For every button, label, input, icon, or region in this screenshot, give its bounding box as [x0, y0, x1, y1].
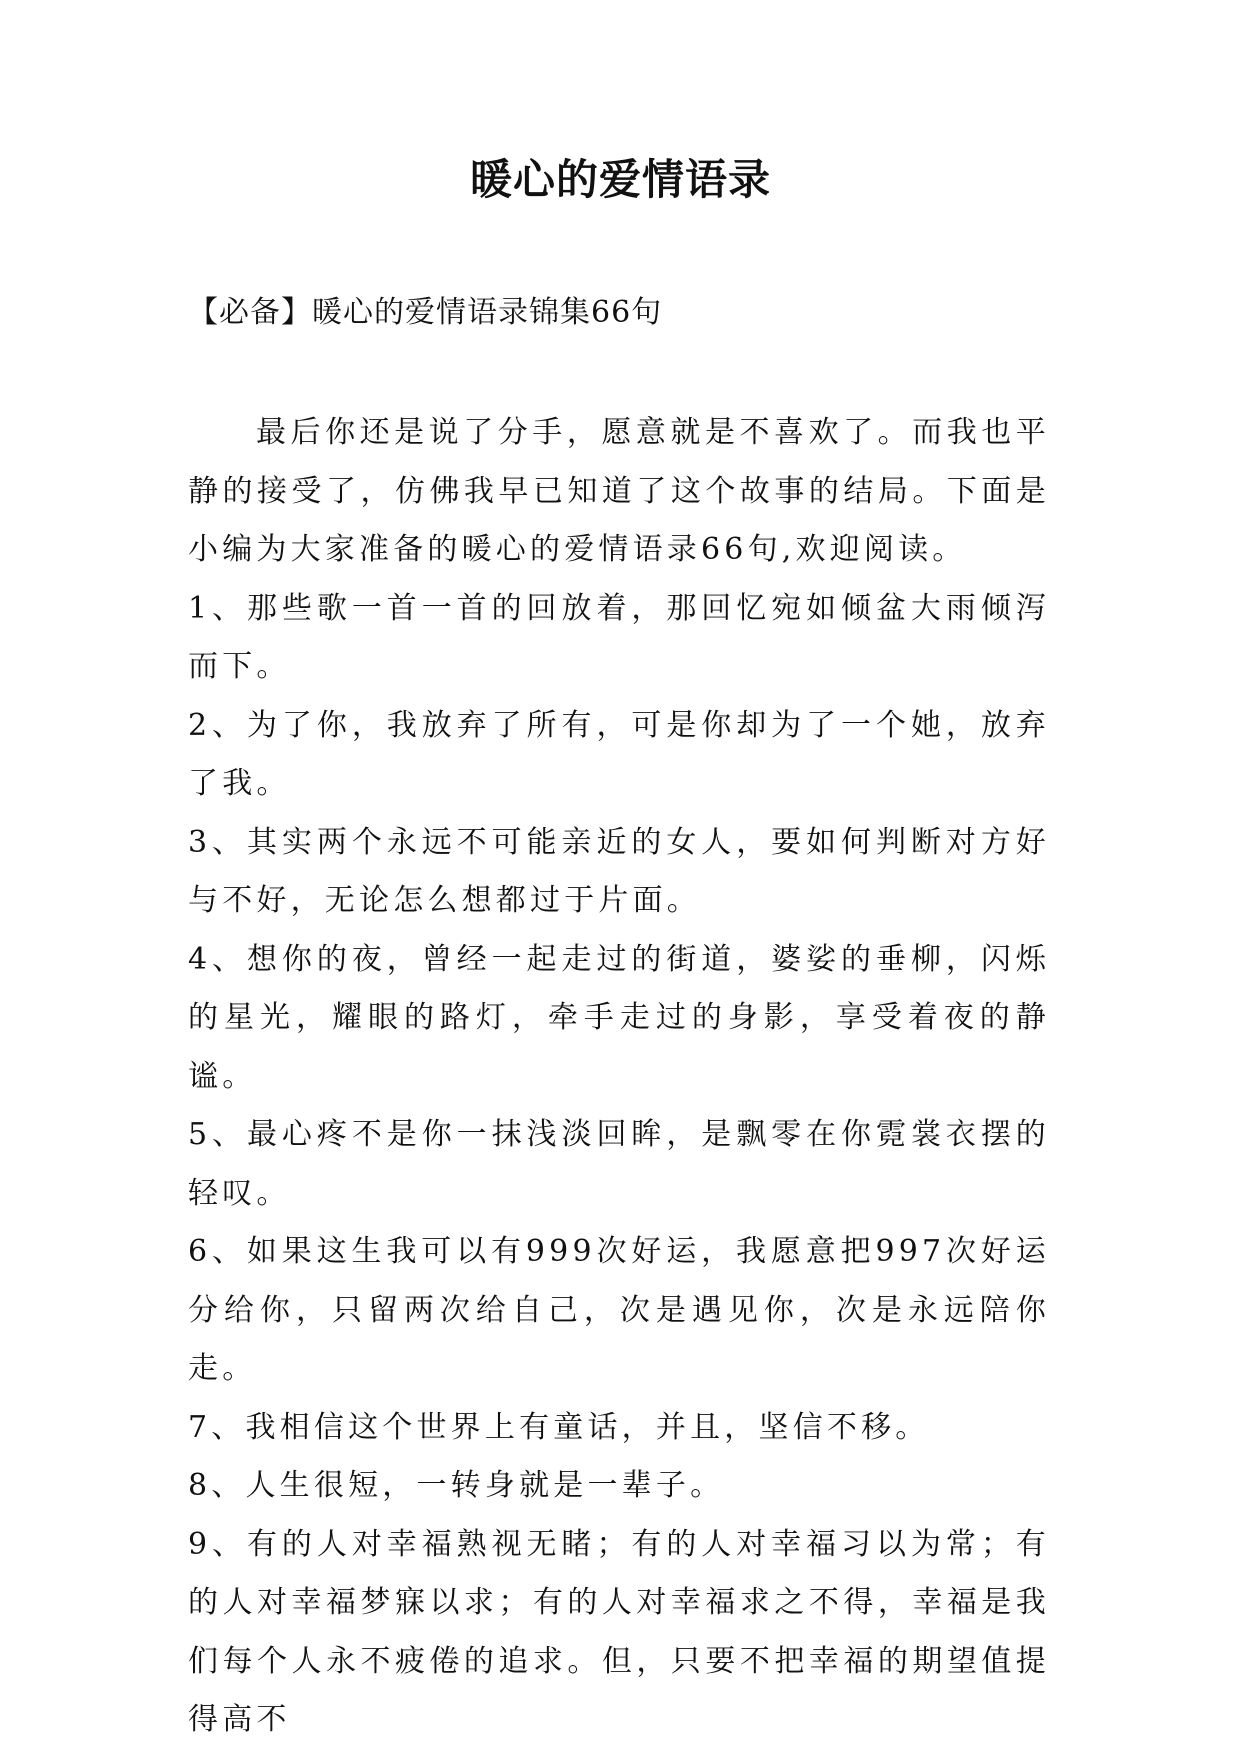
list-item: 9、有的人对幸福熟视无睹；有的人对幸福习以为常；有的人对幸福梦寐以求；有的人对幸福求之不得，幸福是我们每个人永不疲倦的追求。但，只要不把幸福的期望值提得高不	[188, 1526, 1050, 1737]
list-item: 8、人生很短，一转身就是一辈子。	[188, 1468, 725, 1503]
list-item: 4、想你的夜，曾经一起走过的街道，婆娑的垂柳，闪烁的星光，耀眼的路灯，牵手走过的身影，享受着夜的静谧。	[188, 941, 1050, 1094]
intro-paragraph: 最后你还是说了分手，愿意就是不喜欢了。而我也平静的接受了，仿佛我早已知道了这个故事的结局。下面是小编为大家准备的暖心的爱情语录66句,欢迎阅读。	[188, 415, 1050, 567]
list-item: 7、我相信这个世界上有童话，并且，坚信不移。	[188, 1409, 930, 1445]
list-item: 1、那些歌一首一首的回放着，那回忆宛如倾盆大雨倾泻而下。	[188, 590, 1050, 684]
list-item: 6、如果这生我可以有999次好运，我愿意把997次好运分给你，只留两次给自己，次是遇见你，次是永远陪你走。	[188, 1234, 1050, 1386]
document-subtitle: 【必备】暖心的爱情语录锦集66句	[188, 295, 663, 330]
list-item: 2、为了你，我放弃了所有，可是你却为了一个她，放弃了我。	[188, 707, 1050, 801]
list-item: 3、其实两个永远不可能亲近的女人，要如何判断对方好与不好，无论怎么想都过于片面。	[188, 824, 1050, 918]
list-item: 5、最心疼不是你一抹浅淡回眸，是飘零在你霓裳衣摆的轻叹。	[188, 1117, 1050, 1211]
document-body	[188, 404, 1050, 1750]
document-title: 暖心的爱情语录	[469, 155, 771, 204]
